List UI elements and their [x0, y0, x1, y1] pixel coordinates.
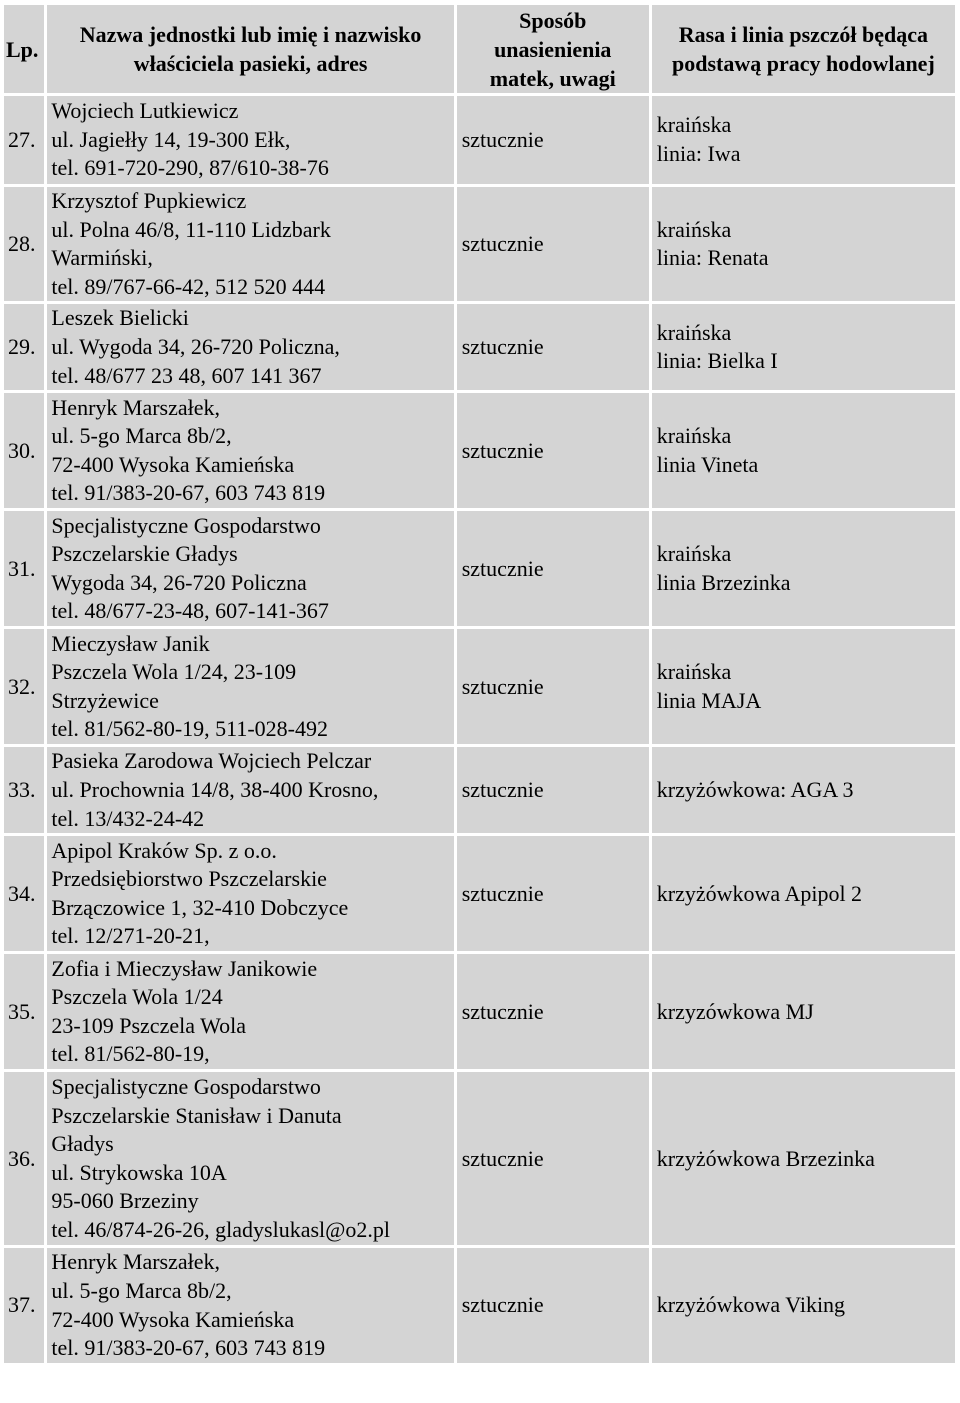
header-lp: Lp. — [4, 5, 44, 93]
race-line: krzyżówkowa Apipol 2 — [656, 880, 863, 906]
race-line: krzyżówkowa Viking — [656, 1292, 846, 1318]
race-line: krzyzówkowa MJ — [656, 998, 814, 1024]
race-line: linia Brzezinka — [656, 569, 791, 595]
race-line: linia: Renata — [656, 245, 769, 271]
owner-line: Przedsiębiorstwo Pszczelarskie — [51, 866, 327, 892]
header-row — [4, 5, 955, 93]
race-line: linia Vineta — [656, 451, 759, 477]
owner-line: 72-400 Wysoka Kamieńska — [51, 1306, 295, 1332]
header-race-line: podstawą pracy hodowlanej — [671, 51, 935, 76]
method-cell: sztucznie — [457, 1072, 649, 1245]
method-cell: sztucznie — [457, 1248, 649, 1362]
race-line: kraińska — [656, 112, 732, 138]
owner-line: Pszczelarskie Stanisław i Danuta — [51, 1102, 342, 1128]
header-method-line: Sposób — [519, 7, 587, 33]
table-row — [4, 1248, 955, 1362]
owner-line: tel. 81/562-80-19, — [51, 1041, 210, 1067]
owner-line: tel. 89/767-66-42, 512 520 444 — [51, 273, 326, 299]
owner-line: tel. 12/271-20-21, — [51, 923, 210, 949]
owner-line: tel. 91/383-20-67, 603 743 819 — [51, 480, 326, 506]
table-row — [4, 304, 955, 390]
method-cell: sztucznie — [457, 393, 649, 508]
table-body — [4, 96, 955, 1363]
row-number: 31. — [4, 511, 44, 626]
row-number: 34. — [4, 836, 44, 951]
owner-line: tel. 91/383-20-67, 603 743 819 — [51, 1335, 326, 1361]
race-cell — [652, 747, 955, 833]
row-number: 29. — [4, 304, 44, 390]
owner-line: 95-060 Brzeziny — [51, 1188, 199, 1214]
race-line: krzyżówkowa Brzezinka — [656, 1145, 875, 1171]
race-line: kraińska — [656, 423, 732, 449]
header-owner-line: Nazwa jednostki lub imię i nazwisko — [79, 22, 422, 47]
method-cell: sztucznie — [457, 511, 649, 626]
owner-line: 72-400 Wysoka Kamieńska — [51, 451, 295, 477]
owner-line: Mieczysław Janik — [51, 630, 210, 656]
owner-line: ul. Polna 46/8, 11-110 Lidzbark — [51, 216, 331, 242]
table-row — [4, 96, 955, 184]
race-line: linia MAJA — [656, 687, 762, 713]
owner-line: Apipol Kraków Sp. z o.o. — [51, 837, 277, 863]
owner-line: tel. 81/562-80-19, 511-028-492 — [51, 716, 329, 742]
header-method-line: matek, uwagi — [489, 65, 616, 91]
owner-cell — [47, 954, 453, 1069]
owner-cell — [47, 393, 453, 508]
owner-line: ul. Jagiełły 14, 19-300 Ełk, — [51, 126, 291, 152]
table-row — [4, 629, 955, 744]
race-cell — [652, 187, 955, 301]
owner-line: Pszczela Wola 1/24 — [51, 984, 223, 1010]
owner-line: tel. 46/874-26-26, gladyslukasl@o2.pl — [51, 1217, 391, 1243]
owner-line: ul. Wygoda 34, 26-720 Policzna, — [51, 334, 340, 360]
race-line: kraińska — [656, 659, 732, 685]
row-number: 28. — [4, 187, 44, 301]
owner-line: ul. Strykowska 10A — [51, 1159, 227, 1185]
race-line: krzyżówkowa: AGA 3 — [656, 777, 854, 803]
race-cell — [652, 96, 955, 184]
owner-line: Krzysztof Pupkiewicz — [51, 188, 247, 213]
owner-line: tel. 48/677-23-48, 607-141-367 — [51, 598, 329, 624]
owner-line: tel. 48/677 23 48, 607 141 367 — [51, 362, 322, 388]
method-cell: sztucznie — [457, 747, 649, 833]
race-line: kraińska — [656, 319, 732, 345]
race-cell — [652, 1248, 955, 1362]
owner-line: Pszczelarskie Gładys — [51, 541, 238, 567]
row-number: 35. — [4, 954, 44, 1069]
row-number: 27. — [4, 96, 44, 184]
table-row — [4, 836, 955, 951]
owner-line: Pszczela Wola 1/24, 23-109 — [51, 659, 297, 685]
owner-line: Specjalistyczne Gospodarstwo — [51, 1074, 321, 1100]
owner-line: Henryk Marszałek, — [51, 394, 221, 420]
table-row — [4, 1072, 955, 1245]
owner-line: ul. 5-go Marca 8b/2, — [51, 423, 232, 449]
owner-line: Wygoda 34, 26-720 Policzna — [51, 569, 307, 595]
owner-line: Strzyżewice — [51, 687, 159, 713]
owner-line: Henryk Marszałek, — [51, 1249, 221, 1275]
row-number: 32. — [4, 629, 44, 744]
owner-cell — [47, 187, 453, 301]
owner-cell — [47, 1248, 453, 1362]
owner-cell — [47, 304, 453, 390]
race-cell — [652, 511, 955, 626]
owner-line: Specjalistyczne Gospodarstwo — [51, 512, 321, 538]
method-cell: sztucznie — [457, 96, 649, 184]
header-race-line: Rasa i linia pszczół będąca — [678, 22, 929, 47]
header-race — [652, 5, 955, 93]
header-method — [457, 5, 649, 93]
table-row — [4, 954, 955, 1069]
owner-line: Leszek Bielicki — [51, 305, 189, 331]
method-cell: sztucznie — [457, 836, 649, 951]
owner-line: Warmiński, — [51, 245, 153, 271]
owner-line: 23-109 Pszczela Wola — [51, 1012, 246, 1038]
breeders-table — [1, 2, 958, 1366]
table-row — [4, 187, 955, 301]
row-number: 30. — [4, 393, 44, 508]
header-owner — [47, 5, 453, 93]
owner-cell — [47, 629, 453, 744]
owner-line: Pasieka Zarodowa Wojciech Pelczar — [51, 748, 372, 774]
race-line: kraińska — [656, 541, 732, 567]
owner-line: Wojciech Lutkiewicz — [51, 98, 239, 124]
owner-cell — [47, 747, 453, 833]
owner-cell — [47, 836, 453, 951]
race-line: kraińska — [656, 216, 732, 242]
race-cell — [652, 836, 955, 951]
table-row — [4, 393, 955, 508]
race-cell — [652, 954, 955, 1069]
race-cell — [652, 393, 955, 508]
race-cell — [652, 1072, 955, 1245]
owner-line: ul. 5-go Marca 8b/2, — [51, 1277, 232, 1303]
owner-cell — [47, 1072, 453, 1245]
race-line: linia: Iwa — [656, 141, 741, 166]
owner-cell — [47, 511, 453, 626]
owner-line: tel. 13/432-24-42 — [51, 805, 205, 831]
owner-line: tel. 691-720-290, 87/610-38-76 — [51, 155, 329, 181]
owner-cell — [47, 96, 453, 184]
method-cell: sztucznie — [457, 629, 649, 744]
owner-line: ul. Prochownia 14/8, 38-400 Krosno, — [51, 777, 379, 803]
owner-line: Brzączowice 1, 32-410 Dobczyce — [51, 894, 349, 920]
race-cell — [652, 629, 955, 744]
method-cell: sztucznie — [457, 304, 649, 390]
owner-line: Gładys — [51, 1131, 114, 1157]
method-cell: sztucznie — [457, 187, 649, 301]
table-row — [4, 511, 955, 626]
header-method-line: unasienienia — [494, 36, 612, 62]
row-number: 36. — [4, 1072, 44, 1245]
row-number: 37. — [4, 1248, 44, 1362]
table-row — [4, 747, 955, 833]
method-cell: sztucznie — [457, 954, 649, 1069]
race-line: linia: Bielka I — [656, 348, 778, 374]
owner-line: Zofia i Mieczysław Janikowie — [51, 955, 318, 981]
header-owner-line: właściciela pasieki, adres — [133, 51, 368, 76]
race-cell — [652, 304, 955, 390]
row-number: 33. — [4, 747, 44, 833]
